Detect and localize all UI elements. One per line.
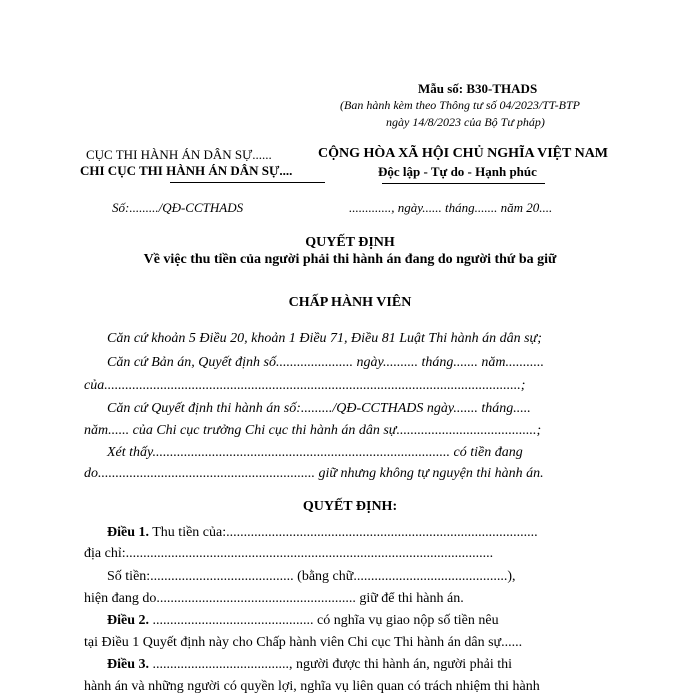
decision-heading: QUYẾT ĐỊNH: <box>302 499 398 514</box>
article-3-label: Điều 3. <box>107 657 149 672</box>
article-1-held: hiện đang do......................................................... giữ để thi hành án. <box>84 591 464 606</box>
document-number: Số:........./QĐ-CCTHADS <box>112 200 244 215</box>
basis-line-4b: do.............................................................. giữ nhưng không tự nguyện thi hành án. <box>84 466 544 481</box>
basis-line-1: Căn cứ khoản 5 Điều 20, khoản 1 Điều 71, Điều 81 Luật Thi hành án dân sự; <box>107 331 542 346</box>
article-3-continuation: hành án và những người có quyền lợi, nghĩa vụ liên quan có trách nhiệm thi hành <box>84 679 540 694</box>
article-1-address: địa chỉ:......................................................................................................... <box>84 546 494 561</box>
document-date: ............., ngày...... tháng....... năm 20.... <box>349 200 553 215</box>
article-1-text: Thu tiền của:......................................................................................... <box>149 525 538 540</box>
form-number: Mẫu số: B30-THADS <box>418 81 538 96</box>
basis-line-3b: năm...... của Chi cục trưởng Chi cục thi hành án dân sự........................................; <box>84 423 542 438</box>
article-2-label: Điều 2. <box>107 613 149 628</box>
basis-line-2b: của.......................................................................................................................; <box>84 378 526 393</box>
article-1-money: Số tiền:......................................... (bằng chữ............................................), <box>107 569 516 584</box>
issuer-heading: CHẤP HÀNH VIÊN <box>288 295 412 310</box>
issued-by-line2: ngày 14/8/2023 của Bộ Tư pháp) <box>386 115 545 129</box>
article-1 <box>107 525 538 541</box>
article-1-label: Điều 1. <box>107 525 149 540</box>
agency-line1: CỤC THI HÀNH ÁN DÂN SỰ...... <box>86 147 272 162</box>
basis-line-3a: Căn cứ Quyết định thi hành án số:........./QĐ-CCTHADS ngày....... tháng..... <box>107 401 531 416</box>
article-2 <box>107 613 499 629</box>
decision-subtitle: Về việc thu tiền của người phải thi hành án đang do người thứ ba giữ <box>143 252 557 267</box>
issued-by-line1: (Ban hành kèm theo Thông tư số 04/2023/TT-BTP <box>340 98 580 112</box>
basis-line-4a: Xét thấy..................................................................................... có tiền đang <box>107 445 523 460</box>
article-3 <box>107 657 512 673</box>
article-2-continuation: tại Điều 1 Quyết định này cho Chấp hành viên Chi cục Thi hành án dân sự...... <box>84 635 523 650</box>
article-2-text: .............................................. có nghĩa vụ giao nộp số tiền nêu <box>149 613 499 628</box>
basis-line-2a: Căn cứ Bản án, Quyết định số...................... ngày.......... tháng....... năm........... <box>107 355 544 370</box>
national-motto: Độc lập - Tự do - Hạnh phúc <box>378 164 537 179</box>
agency-line2: CHI CỤC THI HÀNH ÁN DÂN SỰ.... <box>80 163 293 178</box>
motto-underline <box>382 183 545 184</box>
agency-underline <box>170 182 325 183</box>
national-title: CỘNG HÒA XÃ HỘI CHỦ NGHĨA VIỆT NAM <box>318 146 609 161</box>
article-3-text: ......................................., người được thi hành án, người phải thi <box>149 657 513 672</box>
decision-title: QUYẾT ĐỊNH <box>305 235 395 250</box>
